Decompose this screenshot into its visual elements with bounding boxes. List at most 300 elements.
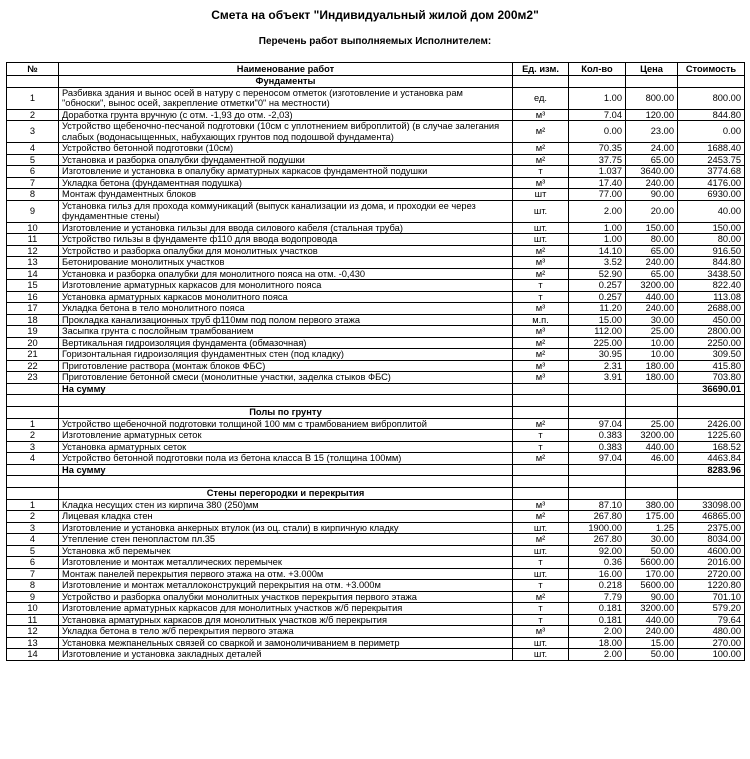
section-header-row [7,407,745,419]
table-row [7,418,745,430]
row-number: 3 [7,522,59,534]
row-unit: т [513,557,569,569]
row-work-name: Установка гильз для прохода коммуникаций (выпуск канализации из дома, и проходки ее через фундаментные стены) [59,200,513,222]
row-price: 10.00 [626,349,678,361]
row-unit: м² [513,591,569,603]
section-total-row [7,464,745,476]
row-work-name: Установка и разборка опалубки фундаментной подушки [59,154,513,166]
row-qty: 1.00 [569,234,626,246]
row-work-name: Устройство бетонной подготовки пола из бетона класса В 15 (толщина 100мм) [59,453,513,465]
cell-empty [626,395,678,407]
row-number: 12 [7,626,59,638]
row-qty: 3.91 [569,372,626,384]
row-price: 24.00 [626,143,678,155]
table-row [7,580,745,592]
row-unit: т [513,280,569,292]
row-price: 50.00 [626,649,678,661]
row-unit: шт. [513,522,569,534]
row-number: 19 [7,326,59,338]
row-unit: т [513,614,569,626]
row-work-name: Укладка бетона в тело монолитного пояса [59,303,513,315]
table-row [7,649,745,661]
row-qty: 0.383 [569,441,626,453]
row-work-name: Засыпка грунта с послойным трамбованием [59,326,513,338]
row-cost: 916.50 [678,245,745,257]
row-cost: 309.50 [678,349,745,361]
row-number: 21 [7,349,59,361]
row-cost: 2016.00 [678,557,745,569]
row-qty: 3.52 [569,257,626,269]
table-row [7,637,745,649]
row-number: 9 [7,200,59,222]
col-header-qty: Кол-во [569,63,626,76]
row-number: 6 [7,166,59,178]
row-unit: м² [513,349,569,361]
row-work-name: Кладка несущих стен из кирпича 380 (250)мм [59,499,513,511]
row-cost: 415.80 [678,360,745,372]
row-unit: т [513,580,569,592]
row-unit: м² [513,453,569,465]
row-cost: 1225.60 [678,430,745,442]
table-row [7,234,745,246]
row-number: 6 [7,557,59,569]
row-unit: шт. [513,234,569,246]
table-row [7,372,745,384]
cell-empty [569,76,626,88]
table-row [7,303,745,315]
row-price: 240.00 [626,626,678,638]
row-work-name: Прокладка канализационных труб ф110мм под полом первого этажа [59,314,513,326]
row-number: 14 [7,268,59,280]
col-header-cost: Стоимость [678,63,745,76]
table-body [7,76,745,661]
cell-empty [7,76,59,88]
row-price: 3200.00 [626,280,678,292]
row-number: 1 [7,418,59,430]
cell-empty [513,407,569,419]
row-cost: 2688.00 [678,303,745,315]
row-qty: 18.00 [569,637,626,649]
table-row [7,143,745,155]
row-qty: 97.04 [569,453,626,465]
row-qty: 97.04 [569,418,626,430]
cell-empty [569,395,626,407]
cell-empty [626,383,678,395]
table-row [7,280,745,292]
table-row [7,222,745,234]
row-number: 9 [7,591,59,603]
row-unit: т [513,166,569,178]
row-number: 2 [7,511,59,523]
row-price: 240.00 [626,177,678,189]
table-row [7,109,745,121]
row-price: 25.00 [626,326,678,338]
row-price: 30.00 [626,314,678,326]
row-cost: 3438.50 [678,268,745,280]
row-price: 1.25 [626,522,678,534]
row-qty: 14.10 [569,245,626,257]
row-unit: т [513,441,569,453]
total-value: 36690.01 [678,383,745,395]
table-row [7,189,745,201]
row-number: 18 [7,314,59,326]
row-cost: 1688.40 [678,143,745,155]
row-work-name: Устройство гильзы в фундаменте ф110 для ввода водопровода [59,234,513,246]
estimate-table [6,62,745,661]
row-number: 8 [7,580,59,592]
row-cost: 480.00 [678,626,745,638]
row-number: 5 [7,154,59,166]
row-unit: м³ [513,303,569,315]
row-unit: шт. [513,545,569,557]
row-unit: шт. [513,637,569,649]
row-number: 4 [7,534,59,546]
row-number: 22 [7,360,59,372]
row-unit: м² [513,121,569,143]
row-qty: 225.00 [569,337,626,349]
section-header-row [7,76,745,88]
table-row [7,245,745,257]
row-work-name: Приготовление раствора (монтаж блоков ФБС) [59,360,513,372]
col-header-unit: Ед. изм. [513,63,569,76]
row-work-name: Устройство щебеночной подготовки толщиной 100 мм с трамбованием виброплитой [59,418,513,430]
row-qty: 267.80 [569,511,626,523]
row-cost: 46865.00 [678,511,745,523]
row-qty: 0.257 [569,280,626,292]
row-unit: м.п. [513,314,569,326]
table-row [7,441,745,453]
row-work-name: Изготовление и установка гильзы для ввода силового кабеля (стальная труба) [59,222,513,234]
cell-empty [513,464,569,476]
row-qty: 2.00 [569,626,626,638]
row-work-name: Монтаж панелей перекрытия первого этажа на отм. +3.000м [59,568,513,580]
row-price: 90.00 [626,591,678,603]
cell-empty [7,464,59,476]
row-work-name: Приготовление бетонной смеси (монолитные участки, заделка стыков ФБС) [59,372,513,384]
row-qty: 0.383 [569,430,626,442]
row-unit: м³ [513,626,569,638]
row-work-name: Устройство и разборка опалубки монолитных участков перекрытия первого этажа [59,591,513,603]
cell-empty [678,407,745,419]
row-cost: 6930.00 [678,189,745,201]
row-cost: 4463.84 [678,453,745,465]
cell-empty [626,464,678,476]
row-cost: 2250.00 [678,337,745,349]
row-unit: м² [513,154,569,166]
row-work-name: Доработка грунта вручную (с отм. -1,93 до отм. -2,03) [59,109,513,121]
spacer-row [7,395,745,407]
cell-empty [678,76,745,88]
row-number: 13 [7,637,59,649]
table-header-row [7,63,745,76]
row-unit: м³ [513,360,569,372]
row-work-name: Укладка бетона (фундаментная подушка) [59,177,513,189]
cell-empty [513,383,569,395]
row-number: 1 [7,499,59,511]
row-cost: 270.00 [678,637,745,649]
cell-empty [7,407,59,419]
row-cost: 2720.00 [678,568,745,580]
row-number: 3 [7,121,59,143]
table-row [7,614,745,626]
table-row [7,453,745,465]
row-unit: т [513,603,569,615]
row-price: 10.00 [626,337,678,349]
total-label: На сумму [59,464,513,476]
cell-empty [7,383,59,395]
row-price: 240.00 [626,257,678,269]
row-price: 120.00 [626,109,678,121]
table-row [7,257,745,269]
cell-empty [513,395,569,407]
row-qty: 37.75 [569,154,626,166]
table-row [7,557,745,569]
row-cost: 800.00 [678,87,745,109]
row-work-name: Горизонтальная гидроизоляция фундаментных стен (под кладку) [59,349,513,361]
row-work-name: Установка и разборка опалубки для монолитного пояса на отм. -0,430 [59,268,513,280]
table-row [7,166,745,178]
row-number: 2 [7,109,59,121]
row-unit: шт. [513,649,569,661]
row-price: 3640.00 [626,166,678,178]
row-qty: 0.00 [569,121,626,143]
row-price: 25.00 [626,418,678,430]
row-unit: м³ [513,177,569,189]
row-cost: 150.00 [678,222,745,234]
row-unit: м² [513,511,569,523]
row-work-name: Лицевая кладка стен [59,511,513,523]
row-number: 7 [7,568,59,580]
row-price: 15.00 [626,637,678,649]
table-row [7,360,745,372]
cell-empty [513,488,569,500]
table-row [7,545,745,557]
row-qty: 0.218 [569,580,626,592]
col-header-name: Наименование работ [59,63,513,76]
row-price: 440.00 [626,441,678,453]
row-number: 11 [7,614,59,626]
table-row [7,314,745,326]
row-qty: 1.037 [569,166,626,178]
row-cost: 3774.68 [678,166,745,178]
row-unit: м³ [513,372,569,384]
row-work-name: Изготовление и монтаж металлических перемычек [59,557,513,569]
table-row [7,154,745,166]
row-price: 23.00 [626,121,678,143]
row-qty: 15.00 [569,314,626,326]
section-title: Фундаменты [59,76,513,88]
row-price: 180.00 [626,372,678,384]
row-unit: м² [513,268,569,280]
row-qty: 16.00 [569,568,626,580]
row-cost: 822.40 [678,280,745,292]
row-unit: шт [513,189,569,201]
row-price: 50.00 [626,545,678,557]
row-price: 5600.00 [626,580,678,592]
row-number: 4 [7,453,59,465]
row-work-name: Монтаж фундаментных блоков [59,189,513,201]
row-unit: м² [513,534,569,546]
total-label: На сумму [59,383,513,395]
row-qty: 17.40 [569,177,626,189]
row-cost: 579.20 [678,603,745,615]
row-cost: 450.00 [678,314,745,326]
row-price: 800.00 [626,87,678,109]
row-number: 23 [7,372,59,384]
row-cost: 703.80 [678,372,745,384]
cell-empty [7,395,59,407]
row-number: 10 [7,603,59,615]
row-price: 3200.00 [626,603,678,615]
row-price: 65.00 [626,154,678,166]
row-work-name: Изготовление и установка анкерных втулок (из оц. стали) в кирпичную кладку [59,522,513,534]
row-number: 15 [7,280,59,292]
table-row [7,499,745,511]
cell-empty [569,407,626,419]
row-number: 16 [7,291,59,303]
row-work-name: Установка арматурных сеток [59,441,513,453]
table-row [7,337,745,349]
cell-empty [678,395,745,407]
row-qty: 7.04 [569,109,626,121]
row-cost: 2453.75 [678,154,745,166]
row-price: 170.00 [626,568,678,580]
row-number: 14 [7,649,59,661]
row-number: 11 [7,234,59,246]
row-price: 90.00 [626,189,678,201]
row-work-name: Установка арматурных каркасов монолитного пояса [59,291,513,303]
row-price: 80.00 [626,234,678,246]
row-cost: 2800.00 [678,326,745,338]
row-qty: 1.00 [569,87,626,109]
row-qty: 2.00 [569,649,626,661]
row-qty: 70.35 [569,143,626,155]
cell-empty [678,488,745,500]
row-price: 440.00 [626,614,678,626]
row-work-name: Установка жб перемычек [59,545,513,557]
col-header-price: Цена [626,63,678,76]
row-work-name: Утепление стен пенопластом пл.35 [59,534,513,546]
cell-empty [513,476,569,488]
row-cost: 844.80 [678,257,745,269]
row-price: 65.00 [626,268,678,280]
row-cost: 79.64 [678,614,745,626]
row-work-name: Установка арматурных каркасов для монолитных участков ж/б перекрытия [59,614,513,626]
row-cost: 113.08 [678,291,745,303]
row-price: 180.00 [626,360,678,372]
row-cost: 4600.00 [678,545,745,557]
row-qty: 77.00 [569,189,626,201]
cell-empty [59,395,513,407]
row-work-name: Изготовление и установка закладных деталей [59,649,513,661]
row-cost: 1220.80 [678,580,745,592]
row-work-name: Изготовление арматурных каркасов для монолитных участков ж/б перекрытия [59,603,513,615]
row-cost: 701.10 [678,591,745,603]
row-cost: 4176.00 [678,177,745,189]
row-number: 4 [7,143,59,155]
cell-empty [626,407,678,419]
row-unit: м³ [513,109,569,121]
row-cost: 0.00 [678,121,745,143]
row-work-name: Устройство и разборка опалубки для монолитных участков [59,245,513,257]
col-header-number: № [7,63,59,76]
row-number: 2 [7,430,59,442]
table-row [7,522,745,534]
row-qty: 0.257 [569,291,626,303]
row-cost: 33098.00 [678,499,745,511]
cell-empty [626,476,678,488]
cell-empty [626,76,678,88]
row-unit: м² [513,143,569,155]
row-unit: м² [513,337,569,349]
table-row [7,626,745,638]
row-qty: 0.181 [569,614,626,626]
row-work-name: Устройство щебеночно-песчаной подготовки (10см с уплотнением виброплитой) (в случае залегания слабых (водонасыщенных, набухающих грунтов под подошвой фундамента) [59,121,513,143]
table-row [7,121,745,143]
row-price: 380.00 [626,499,678,511]
row-unit: м² [513,245,569,257]
document-title: Смета на объект "Индивидуальный жилой дом 200м2" [211,8,539,22]
row-qty: 92.00 [569,545,626,557]
row-unit: т [513,291,569,303]
row-number: 1 [7,87,59,109]
row-qty: 112.00 [569,326,626,338]
row-work-name: Изготовление и установка в опалубку арматурных каркасов фундаментной подушки [59,166,513,178]
row-qty: 30.95 [569,349,626,361]
row-number: 3 [7,441,59,453]
table-row [7,326,745,338]
table-row [7,534,745,546]
total-value: 8283.96 [678,464,745,476]
spacer-row [7,476,745,488]
row-cost: 2426.00 [678,418,745,430]
row-qty: 1.00 [569,222,626,234]
row-price: 3200.00 [626,430,678,442]
row-work-name: Разбивка здания и вынос осей в натуру с переносом отметок (изготовление и установка рам "обноски", вынос осей, закрепление отметки"0" на местности) [59,87,513,109]
row-work-name: Вертикальная гидроизоляция фундамента (обмазочная) [59,337,513,349]
row-unit: м³ [513,257,569,269]
row-qty: 87.10 [569,499,626,511]
row-qty: 0.36 [569,557,626,569]
table-row [7,268,745,280]
cell-empty [569,476,626,488]
table-row [7,430,745,442]
row-cost: 844.80 [678,109,745,121]
row-price: 30.00 [626,534,678,546]
row-unit: т [513,430,569,442]
table-row [7,568,745,580]
row-number: 7 [7,177,59,189]
row-cost: 8034.00 [678,534,745,546]
row-cost: 80.00 [678,234,745,246]
cell-empty [7,476,59,488]
row-number: 13 [7,257,59,269]
table-row [7,200,745,222]
cell-empty [59,476,513,488]
row-price: 5600.00 [626,557,678,569]
table-row [7,591,745,603]
row-unit: м³ [513,326,569,338]
cell-empty [569,464,626,476]
cell-empty [678,476,745,488]
document-subtitle: Перечень работ выполняемых Исполнителем: [258,36,492,47]
row-cost: 40.00 [678,200,745,222]
row-work-name: Изготовление арматурных сеток [59,430,513,442]
row-work-name: Установка межпанельных связей со сваркой и замоноличиванием в периметр [59,637,513,649]
row-unit: м² [513,418,569,430]
row-qty: 2.00 [569,200,626,222]
table-row [7,349,745,361]
